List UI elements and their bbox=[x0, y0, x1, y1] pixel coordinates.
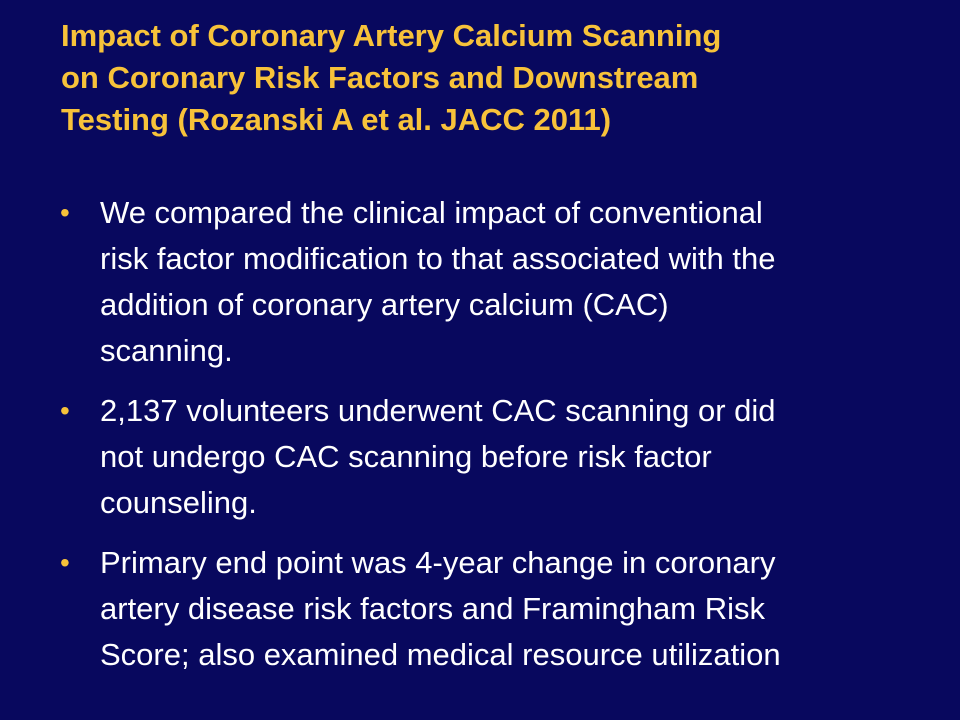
title-line-3: Testing (Rozanski A et al. JACC 2011) bbox=[61, 102, 612, 137]
bullet-text-line: We compared the clinical impact of conventional bbox=[100, 195, 763, 230]
bullet-text-line: risk factor modification to that associated with the bbox=[100, 241, 776, 276]
bullet-text-line: Primary end point was 4-year change in coronary bbox=[100, 545, 776, 580]
bullet-text-line: artery disease risk factors and Framingham Risk bbox=[100, 591, 766, 626]
bullet-list bbox=[60, 190, 920, 692]
slide-title bbox=[61, 15, 921, 141]
bullet-icon: • bbox=[60, 197, 70, 228]
bullet-icon: • bbox=[60, 547, 70, 578]
bullet-text-line: scanning. bbox=[100, 333, 233, 368]
bullet-item-volunteers bbox=[60, 388, 920, 526]
bullet-item-primary-end-point bbox=[60, 540, 920, 678]
bullet-item-study-comparison bbox=[60, 190, 920, 374]
bullet-text-line: addition of coronary artery calcium (CAC) bbox=[100, 287, 669, 322]
bullet-icon: • bbox=[60, 395, 70, 426]
bullet-text-line: Score; also examined medical resource utilization bbox=[100, 637, 781, 672]
bullet-text-line: not undergo CAC scanning before risk factor bbox=[100, 439, 712, 474]
bullet-text-line: counseling. bbox=[100, 485, 257, 520]
title-line-1: Impact of Coronary Artery Calcium Scanning bbox=[61, 18, 722, 53]
bullet-text-line: 2,137 volunteers underwent CAC scanning or did bbox=[100, 393, 776, 428]
title-line-2: on Coronary Risk Factors and Downstream bbox=[61, 60, 699, 95]
